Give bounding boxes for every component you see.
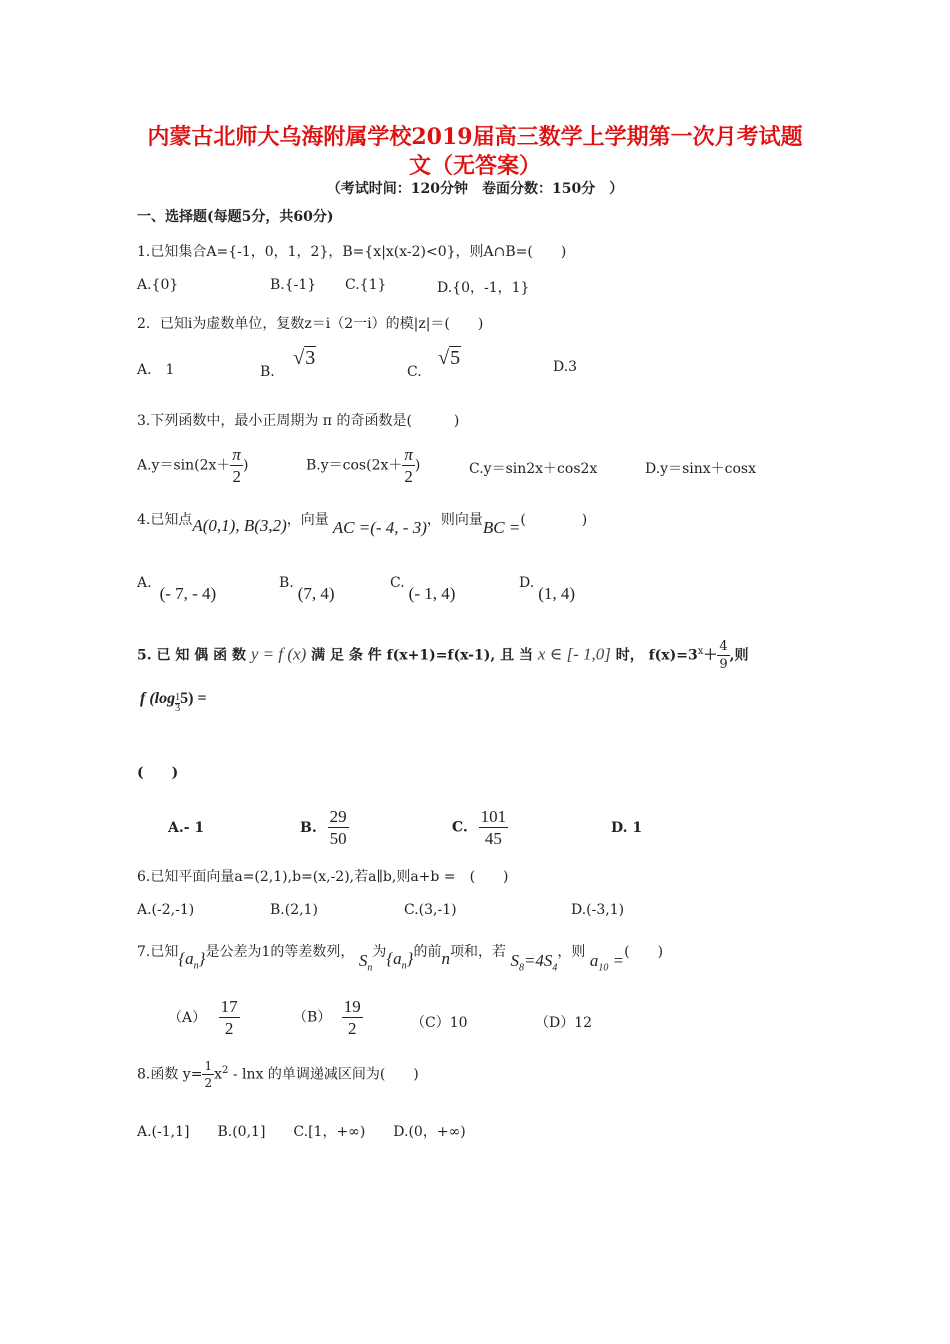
q4-option-d: D.(1, 4) [519,575,576,603]
q7-sequence: $\{a_n\}$ [178,949,206,972]
q5-option-a: A.- 1 [168,820,205,836]
q8-options: A.(-1,1] B.(0,1] C.[1，+∞) D.(0，+∞) [137,1124,466,1140]
q2-option-a: A. 1 [137,362,175,378]
document-title-line2: 文（无答案） [408,153,541,179]
q7-condition: $S_8=4S_4$ [510,951,558,974]
q5-option-b: B. $\frac{29}{50}$ [300,807,347,848]
q2-stem: 2．已知i为虚数单位，复数z＝i（2一i）的模|z|＝( ) [137,316,484,332]
q1-option-b: B.{-1} [270,277,317,293]
q6-stem: 6.已知平面向量a=(2,1),b=(x,-2),若a∥b,则a+b = ( ) [137,869,509,885]
q3-a-fraction: $\frac{\pi}{2}$ [232,445,241,486]
q5-fraction: $\frac{4}{9}$ [719,639,728,672]
q1-option-a: A.{0} [137,277,179,293]
q5-stem: 5. 已 知 偶 函 数 y = f (x) 满 足 条 件 f(x+1)=f(x-1), 且 当 x ∈ [- 1,0] 时， $f(x)=3^x+$ $\frac{4}{9}$ ,则 [137,639,749,672]
q2-option-c-sqrt: √5 [438,347,461,369]
q5-option-d: D. 1 [611,820,643,836]
q8-stem: 8.函数 y= $\frac{1}{2}$ $x^2$ - lnx 的单调递减区间为( ) [137,1059,419,1090]
q4-stem: 4.已知点A(0,1), B(3,2)，向量 AC =(- 4, - 3)，则向量BC =( ) [137,512,588,537]
q4-points: A(0,1), B(3,2) [192,516,287,535]
q4-option-c: C.(- 1, 4) [390,575,456,603]
q5-option-c: C. $\frac{101}{45}$ [452,807,507,848]
q7-b-fraction: $\frac{19}{2}$ [343,997,361,1038]
q7-option-a: （A） $\frac{17}{2}$ [168,997,238,1038]
exam-info: （考试时间：120分钟 卷面分数：150分 ） [326,181,624,197]
q6-option-b: B.(2,1) [270,902,318,918]
q2-option-d: D.3 [553,359,578,375]
q4-vector-bc: BC = [482,518,521,537]
q5-paren: ( ) [137,765,179,781]
q3-option-b: B.y＝cos(2x＋ $\frac{\pi}{2}$ ) [306,445,421,486]
q5-b-fraction: $\frac{29}{50}$ [329,807,347,848]
q5-domain: x ∈ [- 1,0] [537,644,611,664]
section-heading: 一、选择题(每题5分，共60分) [137,209,334,225]
q8-fraction: $\frac{1}{2}$ [204,1059,213,1090]
q2-option-b-label: B. [260,364,275,380]
q7-a10: $a_{10}$ = [589,951,625,974]
q7-sn: $S_n$ [358,951,373,974]
q2-option-b-sqrt: √3 [293,347,316,369]
q3-stem: 3.下列函数中，最小正周期为 π 的奇函数是( ) [137,413,460,429]
q2-option-c [407,347,461,380]
q2-option-c-label: C. [407,364,422,380]
q7-option-b: （B） $\frac{19}{2}$ [293,997,361,1038]
document-title-line1: 内蒙古北师大乌海附属学校2019届高三数学上学期第一次月考试题 [147,124,803,150]
q6-option-d: D.(-3,1) [571,902,625,918]
q6-option-a: A.(-2,-1) [137,902,195,918]
q3-option-c: C.y＝sin2x＋cos2x [469,461,598,477]
q4-option-a: A.(- 7, - 4) [137,575,217,603]
q3-b-fraction: $\frac{\pi}{2}$ [404,445,413,486]
q1-option-c: C.{1} [345,277,387,293]
q5-expression: f (log $\frac{1}{3}$ 5) = [140,690,207,714]
q2-option-b [260,347,316,380]
q7-option-c: （C）10 [411,1015,468,1031]
q4-vector-ac: AC =(- 4, - 3) [332,518,427,537]
q1-stem: 1.已知集合A={-1，0，1，2}，B={x|x(x-2)<0}，则A∩B=( ) [137,244,567,260]
q3-option-a: A.y＝sin(2x＋ $\frac{\pi}{2}$ ) [137,445,249,486]
q3-option-d: D.y＝sinx＋cosx [645,461,757,477]
q7-stem: 7.已知$\{a_n\}$是公差为1的等差数列， $S_n$为$\{a_n\}$的前n项和，若 $S_8=4S_4$，则 $a_{10}$ =( ) [137,944,664,974]
q5-function: y = f (x) [250,644,307,664]
q7-option-d: （D）12 [535,1015,593,1031]
q7-a-fraction: $\frac{17}{2}$ [220,997,238,1038]
q1-option-d: D.{0，-1，1} [437,280,530,296]
q4-option-b: B.(7, 4) [279,575,335,603]
q6-option-c: C.(3,-1) [404,902,457,918]
q5-c-fraction: $\frac{101}{45}$ [480,807,507,848]
q7-sequence-2: $\{a_n\}$ [386,949,414,972]
